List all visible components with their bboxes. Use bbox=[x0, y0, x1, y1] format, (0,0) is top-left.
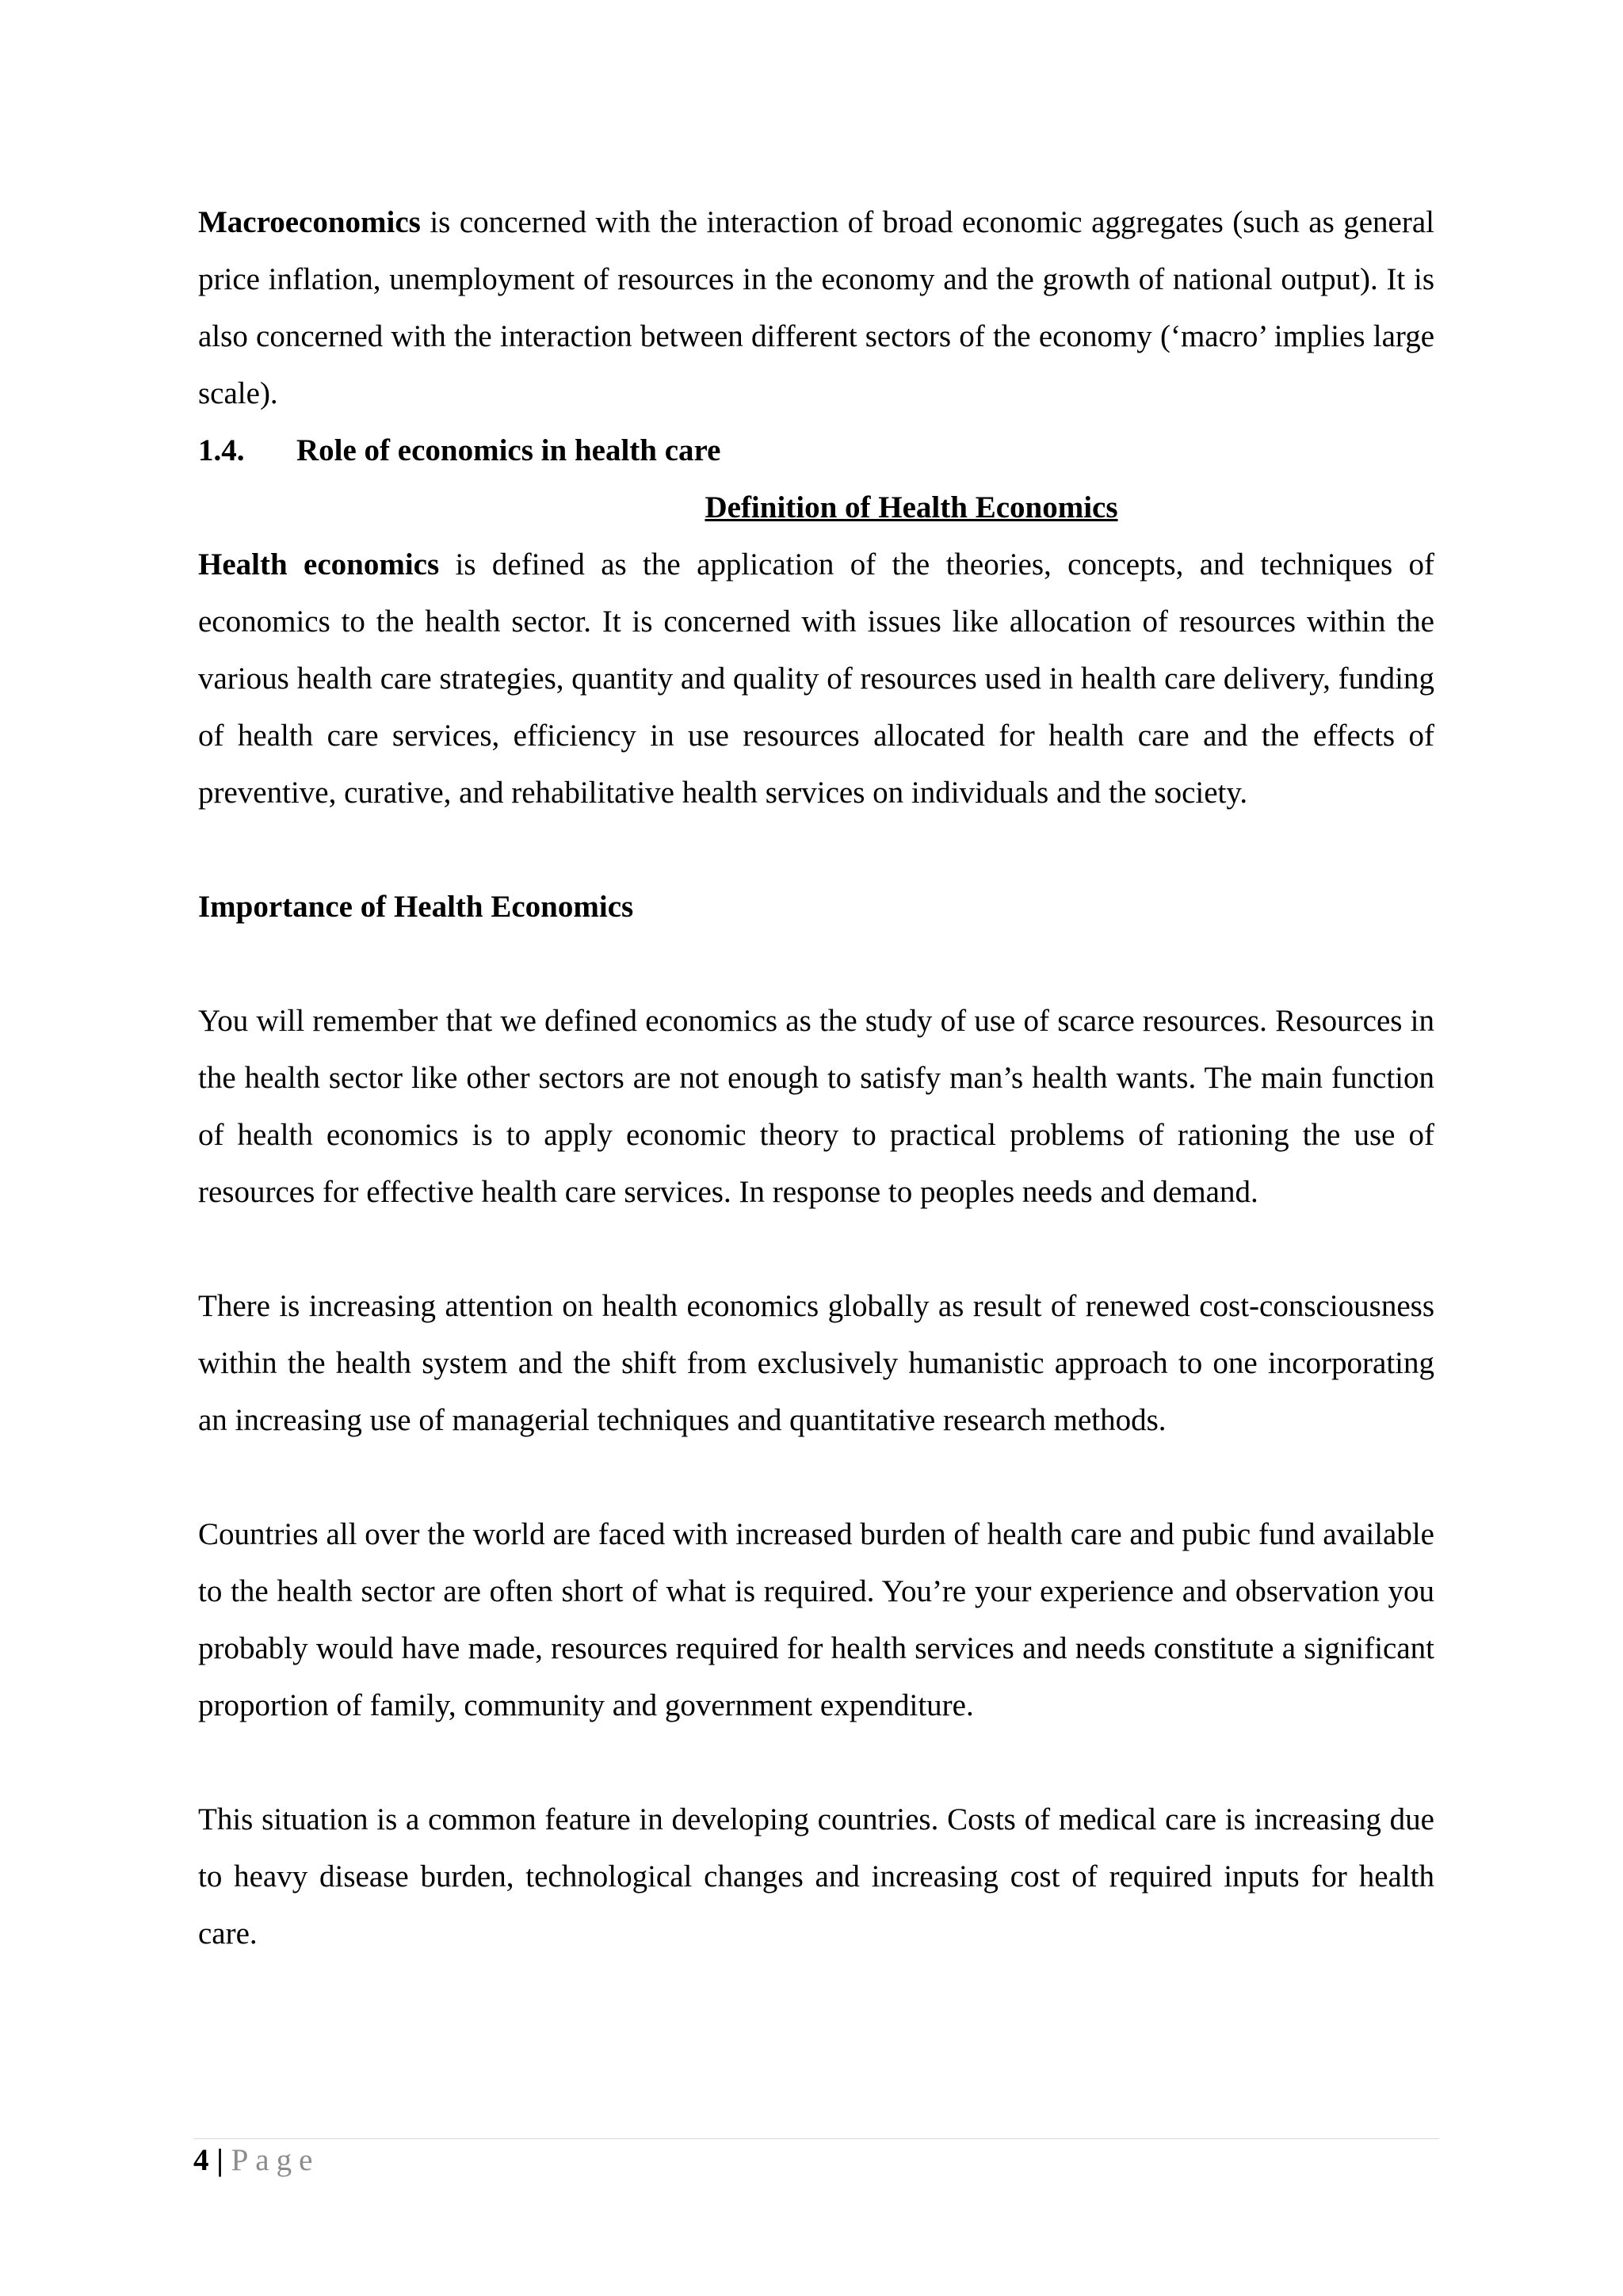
section-number: 1.4. bbox=[198, 433, 245, 467]
paragraph-spacer bbox=[198, 822, 1434, 879]
section-title: Role of economics in health care bbox=[296, 433, 721, 467]
section-heading bbox=[198, 422, 1434, 479]
page-footer bbox=[193, 2138, 1439, 2180]
definition-title: Definition of Health Economics bbox=[705, 490, 1118, 524]
page-separator: | bbox=[208, 2143, 231, 2177]
paragraph-spacer bbox=[198, 1221, 1434, 1278]
importance-paragraph-4: This situation is a common feature in developing countries. Costs of medical care is increasing due to heavy disease burden, technological changes and increasing cost of required inputs for health care. bbox=[198, 1802, 1434, 1951]
importance-paragraph-3: Countries all over the world are faced with increased burden of health care and pubic fund available to the health sector are often short of what is required. You’re your experience and observation you probably would have made, resources required for health services and needs constitute a significant proportion of family, community and government expenditure. bbox=[198, 1517, 1434, 1722]
definition-paragraph bbox=[198, 536, 1434, 822]
page-number: 4 bbox=[193, 2143, 209, 2177]
macroeconomics-paragraph bbox=[198, 194, 1434, 422]
paragraph-spacer bbox=[198, 936, 1434, 993]
importance-paragraph-2: There is increasing attention on health economics globally as result of renewed cost-consciousness within the health system and the shift from exclusively humanistic approach to one incorporating an increasing use of managerial techniques and quantitative research methods. bbox=[198, 1289, 1434, 1437]
paragraph-spacer bbox=[198, 1449, 1434, 1506]
macroeconomics-term: Macroeconomics bbox=[198, 205, 421, 239]
importance-heading: Importance of Health Economics bbox=[198, 890, 634, 924]
definition-text: is defined as the application of the theories, concepts, and techniques of economics to the health sector. It is concerned with issues like allocation of resources within the various health care strategies, quantity and quality of resources used in health care delivery, funding of health care services, efficiency in use resources allocated for health care and the effects of preventive, curative, and rehabilitative health services on individuals and the society. bbox=[198, 547, 1435, 810]
importance-paragraph-1: You will remember that we defined economics as the study of use of scarce resources. Resources in the health sector like other sectors are not enough to satisfy man’s health wants. The main function of health economics is to apply economic theory to practical problems of rationing the use of resources for effective health care services. In response to peoples needs and demand. bbox=[198, 1004, 1434, 1209]
paragraph-spacer bbox=[198, 1734, 1434, 1791]
document-body bbox=[198, 194, 1434, 1962]
health-economics-term: Health economics bbox=[198, 547, 440, 582]
page-label: Page bbox=[231, 2143, 320, 2177]
macroeconomics-text: is concerned with the interaction of broad economic aggregates (such as general price inflation, unemployment of resources in the economy and the growth of national output). It is also concerned with the interaction between different sectors of the economy (‘macro’ implies large scale). bbox=[198, 205, 1434, 410]
